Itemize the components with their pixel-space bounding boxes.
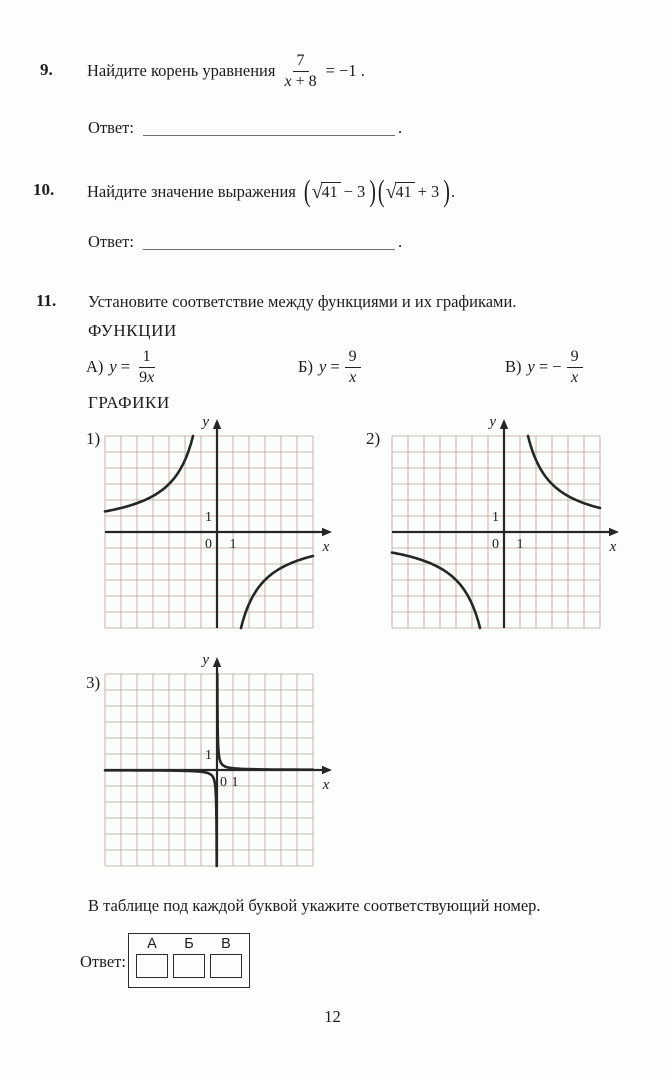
answer-header-b: Б [184,936,194,952]
answer-label: Ответ: [88,118,134,137]
page-number: 12 [324,1007,341,1026]
sqrt-icon: √ [385,181,397,203]
function-item-v: В) y = − $\frac{9}{x}$ [505,344,588,390]
problem-10-number: 10. [33,180,55,199]
problem-9-number: 9. [40,60,53,79]
answer-blank-9[interactable] [143,120,395,136]
sqrt-icon: √ [311,181,323,203]
svg-text:1: 1 [205,510,212,525]
graph-2-label: 2) [366,429,381,448]
graph-3-plot [97,648,339,872]
function-b-fraction: $\frac{9}{x}$ [345,348,361,386]
svg-text:1: 1 [229,537,237,552]
function-v-fraction: $\frac{9}{x}$ [567,348,583,386]
answer-column-a [136,937,168,983]
problem-10-prompt: Найдите значение выражения [87,182,296,201]
left-paren: ( [377,174,385,209]
problem-11-prompt: Установите соответствие между функциями и их графиками. [88,292,517,311]
answer-label: Ответ: [80,952,126,971]
problem-9-statement [87,48,365,94]
svg-text:1: 1 [516,537,524,552]
svg-text:x: x [322,539,330,555]
problem-9-prompt: Найдите корень уравнения [87,61,276,80]
svg-text:1: 1 [231,775,239,790]
problem-10-statement: Найдите значение выражения ( √ 41 − 3 ) ( √ 41 + 3 ) . [87,174,456,209]
functions-title: ФУНКЦИИ [88,321,177,340]
function-item-b: Б) y = $\frac{9}{x}$ [298,344,366,390]
svg-text:y: y [202,652,209,668]
graphs-title: ГРАФИКИ [88,393,170,412]
answer-label: Ответ: [88,232,134,251]
right-paren: ) [369,174,376,209]
function-a-label: А) [86,357,104,376]
function-a-fraction: $\frac{1}{9x}$ [139,348,155,386]
function-b-label: Б) [298,357,313,376]
svg-text:1: 1 [492,510,499,525]
problem-9-answer-row: Ответ: . [88,118,403,137]
graph-3-label: 3) [86,673,101,692]
graph-2-plot [384,410,626,634]
function-v-label: В) [505,357,522,376]
answer-header-v: В [221,936,231,952]
answer-header-a: А [147,936,157,952]
right-paren: ) [443,174,450,209]
answer-cell-a[interactable] [136,954,168,978]
svg-text:1: 1 [205,748,212,763]
svg-text:y: y [202,414,209,430]
problem-9-rhs: = −1 . [325,61,365,80]
table-note: В таблице под каждой буквой укажите соответствующий номер. [88,896,541,915]
problem-10-answer-row: Ответ: . [88,232,403,251]
svg-text:0: 0 [492,537,499,552]
graph-1-label: 1) [86,429,101,448]
problem-9-fraction: $\frac{7}{x + 8}$ [284,52,317,90]
svg-text:x: x [322,777,330,793]
left-paren: ( [303,174,311,209]
answer-cell-b[interactable] [173,954,205,978]
graph-1-plot [97,410,339,634]
answer-table [128,933,250,988]
svg-text:0: 0 [220,775,227,790]
answer-cell-v[interactable] [210,954,242,978]
answer-column-v [210,937,242,983]
svg-text:x: x [609,539,617,555]
function-item-a: А) y = $\frac{1}{9x}$ [86,344,163,390]
svg-text:0: 0 [205,537,212,552]
svg-text:y: y [489,414,496,430]
answer-column-b [173,937,205,983]
answer-blank-10[interactable] [143,234,395,250]
problem-11-number: 11. [36,291,57,310]
